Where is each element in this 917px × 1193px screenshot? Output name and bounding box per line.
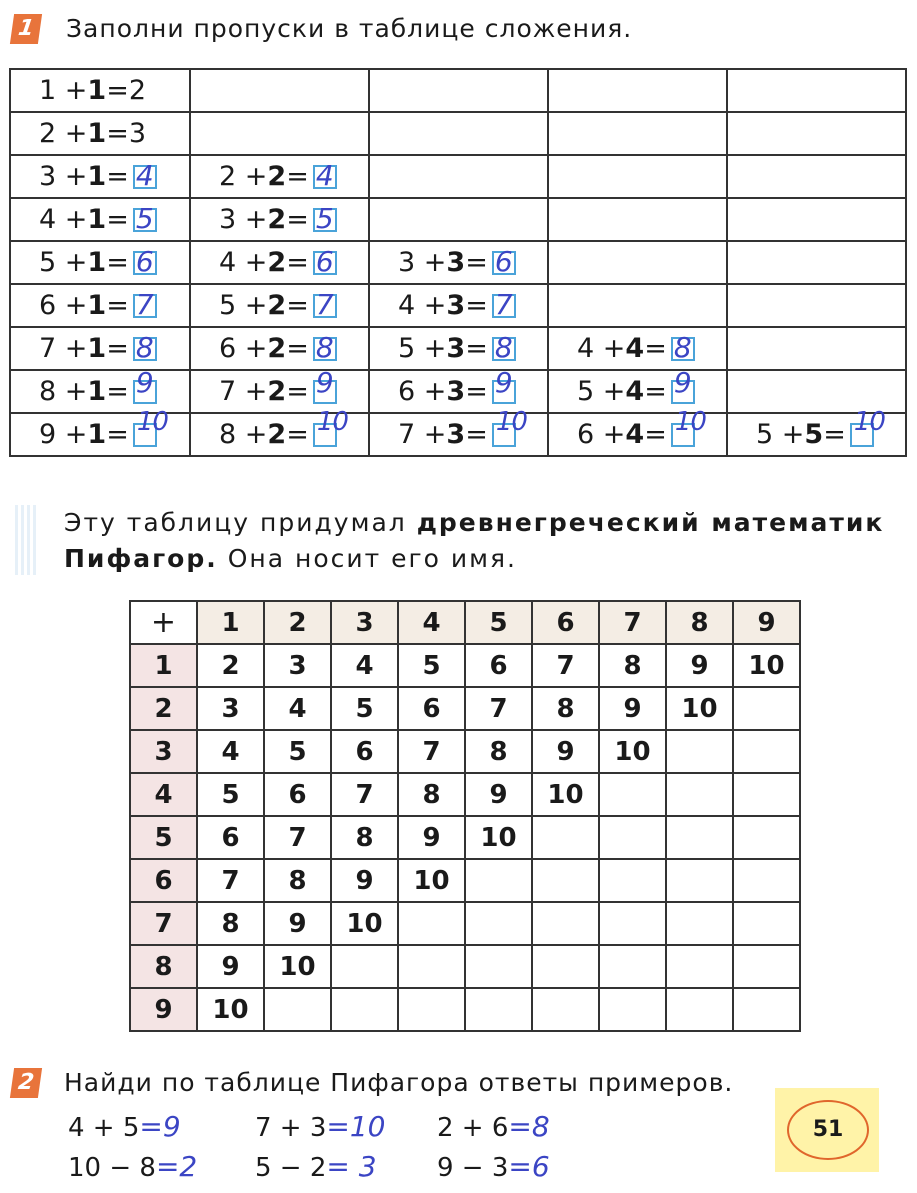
addition-cell	[10, 241, 190, 284]
pythagoras-cell: 10	[599, 730, 666, 773]
addition-cell	[548, 327, 727, 370]
pythagoras-cell: 9	[666, 644, 733, 687]
addition-row	[10, 413, 906, 456]
pythagoras-cell	[733, 945, 800, 988]
example	[68, 1150, 197, 1183]
pythagoras-cell	[599, 816, 666, 859]
pythagoras-row-header: 7	[130, 902, 197, 945]
pythagoras-cell: 5	[197, 773, 264, 816]
addition-cell	[548, 284, 727, 327]
pythagoras-cell: 9	[398, 816, 465, 859]
handwritten-answer: 8	[673, 330, 692, 364]
pythagoras-cell	[465, 902, 532, 945]
handwritten-answer: 5	[315, 201, 334, 235]
addition-cell	[727, 241, 906, 284]
pythagoras-row	[130, 945, 800, 988]
handwritten-answer: 5	[135, 201, 154, 235]
pythagoras-cell	[465, 988, 532, 1031]
pythagoras-cell	[733, 687, 800, 730]
pythagoras-cell	[733, 988, 800, 1031]
pythagoras-column-header: 2	[264, 601, 331, 644]
addition-cell	[369, 155, 548, 198]
equation: 3 + 3 = 6	[398, 247, 516, 278]
handwritten-answer: 10	[316, 406, 348, 437]
pythagoras-cell	[599, 945, 666, 988]
task2-instruction: Найди по таблице Пифагора ответы примеров.	[64, 1068, 734, 1097]
pythagoras-cell	[733, 902, 800, 945]
pythagoras-cell	[599, 859, 666, 902]
addition-cell	[10, 406, 190, 456]
handwritten-answer: 9	[673, 365, 692, 399]
answer-box[interactable]	[133, 244, 157, 278]
pythagoras-paragraph: Эту таблицу придумал древнегреческий математик Пифагор. Она носит его имя.	[64, 508, 885, 573]
pythagoras-cell	[599, 902, 666, 945]
pythagoras-row-header: 4	[130, 773, 197, 816]
addition-cell	[190, 241, 369, 284]
addition-cell	[548, 112, 727, 155]
pythagoras-row-header: 9	[130, 988, 197, 1031]
pythagoras-cell: 4	[331, 644, 398, 687]
answer-box[interactable]	[671, 365, 695, 404]
equation: 7 + 3 = 10	[398, 406, 527, 450]
pythagoras-cell: 8	[197, 902, 264, 945]
equation: 5 + 5 = 10	[756, 406, 885, 450]
answer-box[interactable]	[492, 365, 516, 404]
example-expression: 10 − 8	[68, 1153, 156, 1183]
handwritten-answer: =9	[139, 1110, 181, 1143]
pythagoras-cell: 8	[331, 816, 398, 859]
equation: 6 + 4 = 10	[577, 406, 706, 450]
addition-cell	[727, 406, 906, 456]
pythagoras-cell	[733, 773, 800, 816]
pythagoras-cell	[331, 945, 398, 988]
equation: 3 + 2 = 5	[219, 204, 337, 235]
equation: 5 + 1 = 6	[39, 247, 157, 278]
handwritten-answer: =6	[508, 1150, 550, 1183]
handwritten-answer: 10	[495, 406, 527, 437]
addition-cell	[548, 198, 727, 241]
pythagoras-cell: 8	[264, 859, 331, 902]
pythagoras-cell: 7	[264, 816, 331, 859]
pythagoras-cell	[599, 988, 666, 1031]
pythagoras-cell: 10	[197, 988, 264, 1031]
pythagoras-cell: 7	[398, 730, 465, 773]
pythagoras-cell	[666, 988, 733, 1031]
equation: 2 + 1 = 3	[39, 118, 146, 149]
addition-row	[10, 198, 906, 241]
addition-cell	[190, 406, 369, 456]
equation: 6 + 1 = 7	[39, 290, 157, 321]
equation: 5 + 2 = 7	[219, 290, 337, 321]
handwritten-answer: 6	[135, 244, 154, 278]
pythagoras-cell	[666, 730, 733, 773]
pythagoras-row-header: 5	[130, 816, 197, 859]
addition-cell	[369, 69, 548, 112]
answer-box[interactable]	[671, 330, 695, 364]
pythagoras-cell: 7	[331, 773, 398, 816]
example	[437, 1150, 550, 1183]
addition-cell	[727, 327, 906, 370]
pythagoras-row	[130, 644, 800, 687]
handwritten-answer: =10	[326, 1110, 386, 1143]
answer-box[interactable]	[850, 406, 885, 447]
handwritten-answer: =8	[508, 1110, 550, 1143]
equation: 5 + 4 = 9	[577, 376, 695, 407]
pythagoras-row-header: 6	[130, 859, 197, 902]
pythagoras-row-header: 8	[130, 945, 197, 988]
pythagoras-cell: 6	[398, 687, 465, 730]
pythagoras-row	[130, 773, 800, 816]
example-expression: 9 − 3	[437, 1153, 509, 1183]
example-expression: 2 + 6	[437, 1113, 509, 1143]
pythagoras-cell: 6	[465, 644, 532, 687]
answer-box[interactable]	[133, 158, 157, 192]
example	[255, 1150, 377, 1183]
pythagoras-cell: 10	[733, 644, 800, 687]
pythagoras-cell: 7	[532, 644, 599, 687]
addition-table	[9, 68, 907, 457]
pythagoras-header-row	[130, 601, 800, 644]
pythagoras-name: древнегреческий математик Пифагор.	[64, 508, 885, 573]
pythagoras-cell	[733, 859, 800, 902]
pythagoras-cell: 10	[331, 902, 398, 945]
addition-row	[10, 155, 906, 198]
handwritten-answer: 7	[494, 287, 513, 321]
addition-cell	[369, 406, 548, 456]
page-number-badge	[775, 1088, 879, 1172]
answer-box[interactable]	[313, 244, 337, 278]
pythagoras-row	[130, 988, 800, 1031]
pythagoras-cell	[465, 859, 532, 902]
task-number-badge: 2	[10, 1068, 42, 1098]
pythagoras-cell	[666, 945, 733, 988]
task1-instruction: Заполни пропуски в таблице сложения.	[66, 14, 633, 43]
pythagoras-row	[130, 730, 800, 773]
pythagoras-cell: 9	[532, 730, 599, 773]
pythagoras-cell	[666, 816, 733, 859]
pythagoras-cell: 9	[599, 687, 666, 730]
pythagoras-cell	[398, 902, 465, 945]
pythagoras-cell	[398, 988, 465, 1031]
pythagoras-cell: 10	[465, 816, 532, 859]
example	[68, 1110, 181, 1143]
addition-row	[10, 241, 906, 284]
pythagoras-cell: 2	[197, 644, 264, 687]
pythagoras-column-header: 1	[197, 601, 264, 644]
addition-cell	[727, 112, 906, 155]
pythagoras-cell: 6	[197, 816, 264, 859]
equation: 4 + 3 = 7	[398, 290, 516, 321]
equation: 8 + 1 = 9	[39, 376, 157, 407]
addition-cell	[369, 198, 548, 241]
page-number: 51	[787, 1100, 869, 1160]
answer-box[interactable]	[492, 406, 527, 447]
equation: 3 + 1 = 4	[39, 161, 157, 192]
equation: 7 + 2 = 9	[219, 376, 337, 407]
addition-cell	[10, 112, 190, 155]
addition-cell	[369, 327, 548, 370]
plus-sign: +	[130, 601, 197, 644]
pythagoras-cell	[733, 730, 800, 773]
pythagoras-cell: 8	[599, 644, 666, 687]
pythagoras-cell: 9	[264, 902, 331, 945]
addition-cell	[190, 155, 369, 198]
addition-cell	[369, 284, 548, 327]
equation: 6 + 3 = 9	[398, 376, 516, 407]
pythagoras-column-header: 9	[733, 601, 800, 644]
addition-cell	[548, 69, 727, 112]
addition-cell	[190, 284, 369, 327]
pythagoras-cell	[532, 902, 599, 945]
pythagoras-cell: 3	[197, 687, 264, 730]
pythagoras-table	[129, 600, 801, 1032]
answer-box[interactable]	[133, 287, 157, 321]
handwritten-answer: 9	[135, 365, 154, 399]
handwritten-answer: =2	[155, 1150, 198, 1183]
answer-box[interactable]	[133, 365, 157, 404]
handwritten-answer: 8	[315, 330, 334, 364]
answer-box[interactable]	[133, 201, 157, 235]
answer-box[interactable]	[313, 158, 337, 192]
addition-cell	[190, 69, 369, 112]
answer-box[interactable]	[133, 330, 157, 364]
pythagoras-cell	[666, 902, 733, 945]
handwritten-answer: 4	[135, 158, 154, 192]
equation: 1 + 1 = 2	[39, 75, 146, 106]
handwritten-answer: 7	[315, 287, 334, 321]
addition-row	[10, 327, 906, 370]
pythagoras-cell	[398, 945, 465, 988]
pythagoras-cell	[331, 988, 398, 1031]
pythagoras-row-header: 1	[130, 644, 197, 687]
addition-cell	[10, 198, 190, 241]
answer-box[interactable]	[492, 330, 516, 364]
addition-cell	[10, 155, 190, 198]
handwritten-answer: 6	[315, 244, 334, 278]
addition-cell	[369, 112, 548, 155]
pythagoras-row-header: 2	[130, 687, 197, 730]
answer-box[interactable]	[492, 244, 516, 278]
pythagoras-row	[130, 859, 800, 902]
handwritten-answer: = 3	[326, 1150, 377, 1183]
pythagoras-cell: 7	[197, 859, 264, 902]
addition-cell	[10, 284, 190, 327]
pythagoras-cell: 3	[264, 644, 331, 687]
pythagoras-cell	[532, 945, 599, 988]
task-number-badge: 1	[10, 14, 42, 44]
pythagoras-cell: 10	[666, 687, 733, 730]
pythagoras-cell	[666, 773, 733, 816]
pythagoras-column-header: 7	[599, 601, 666, 644]
pythagoras-cell: 9	[197, 945, 264, 988]
pythagoras-cell: 4	[197, 730, 264, 773]
handwritten-answer: 8	[494, 330, 513, 364]
addition-cell	[727, 198, 906, 241]
pythagoras-cell	[465, 945, 532, 988]
pythagoras-column-header: 8	[666, 601, 733, 644]
pythagoras-cell: 10	[398, 859, 465, 902]
answer-box[interactable]	[133, 406, 168, 447]
handwritten-answer: 9	[494, 365, 513, 399]
example	[437, 1110, 550, 1143]
addition-cell	[190, 327, 369, 370]
answer-box[interactable]	[313, 201, 337, 235]
pythagoras-cell: 9	[465, 773, 532, 816]
example-expression: 5 − 2	[255, 1153, 327, 1183]
answer-box[interactable]	[671, 406, 706, 447]
handwritten-answer: 10	[674, 406, 706, 437]
addition-cell	[727, 69, 906, 112]
pythagoras-cell	[532, 988, 599, 1031]
equation: 2 + 2 = 4	[219, 161, 337, 192]
pythagoras-cell: 8	[398, 773, 465, 816]
equation: 8 + 2 = 10	[219, 406, 348, 450]
equation: 4 + 2 = 6	[219, 247, 337, 278]
pythagoras-column-header: 6	[532, 601, 599, 644]
equation: 4 + 1 = 5	[39, 204, 157, 235]
addition-cell	[10, 327, 190, 370]
equation: 7 + 1 = 8	[39, 333, 157, 364]
pythagoras-cell: 6	[264, 773, 331, 816]
equation: 9 + 1 = 10	[39, 406, 168, 450]
handwritten-answer: 9	[315, 365, 334, 399]
pythagoras-row	[130, 902, 800, 945]
addition-row	[10, 69, 906, 112]
pythagoras-cell	[532, 816, 599, 859]
addition-cell	[190, 112, 369, 155]
pythagoras-cell	[599, 773, 666, 816]
addition-cell	[727, 155, 906, 198]
pythagoras-cell: 5	[331, 687, 398, 730]
addition-cell	[548, 241, 727, 284]
pythagoras-cell: 8	[465, 730, 532, 773]
pythagoras-cell: 9	[331, 859, 398, 902]
pythagoras-row-header: 3	[130, 730, 197, 773]
pythagoras-column-header: 4	[398, 601, 465, 644]
answer-box[interactable]	[313, 365, 337, 404]
example	[255, 1110, 386, 1143]
answer-box[interactable]	[313, 330, 337, 364]
pythagoras-cell: 5	[398, 644, 465, 687]
equation: 6 + 2 = 8	[219, 333, 337, 364]
handwritten-answer: 4	[315, 158, 334, 192]
handwritten-answer: 6	[494, 244, 513, 278]
handwritten-answer: 7	[135, 287, 154, 321]
addition-cell	[727, 284, 906, 327]
answer-box[interactable]	[492, 287, 516, 321]
pythagoras-row	[130, 687, 800, 730]
handwritten-answer: 8	[135, 330, 154, 364]
example-expression: 4 + 5	[68, 1113, 140, 1143]
pythagoras-cell: 4	[264, 687, 331, 730]
answer-box[interactable]	[313, 287, 337, 321]
pythagoras-cell	[532, 859, 599, 902]
equation: 4 + 4 = 8	[577, 333, 695, 364]
addition-cell	[548, 155, 727, 198]
pythagoras-cell: 6	[331, 730, 398, 773]
handwritten-answer: 10	[136, 406, 168, 437]
pythagoras-cell	[733, 816, 800, 859]
addition-cell	[10, 69, 190, 112]
addition-row	[10, 284, 906, 327]
pythagoras-cell: 10	[532, 773, 599, 816]
answer-box[interactable]	[313, 406, 348, 447]
pythagoras-row	[130, 816, 800, 859]
equation: 5 + 3 = 8	[398, 333, 516, 364]
pythagoras-column-header: 5	[465, 601, 532, 644]
addition-cell	[190, 198, 369, 241]
example-expression: 7 + 3	[255, 1113, 327, 1143]
margin-decoration	[15, 505, 37, 575]
addition-cell	[369, 241, 548, 284]
pythagoras-cell	[264, 988, 331, 1031]
pythagoras-cell	[666, 859, 733, 902]
addition-row	[10, 112, 906, 155]
pythagoras-cell: 5	[264, 730, 331, 773]
pythagoras-cell: 8	[532, 687, 599, 730]
pythagoras-cell: 7	[465, 687, 532, 730]
handwritten-answer: 10	[853, 406, 885, 437]
pythagoras-column-header: 3	[331, 601, 398, 644]
pythagoras-cell: 10	[264, 945, 331, 988]
addition-cell	[548, 406, 727, 456]
